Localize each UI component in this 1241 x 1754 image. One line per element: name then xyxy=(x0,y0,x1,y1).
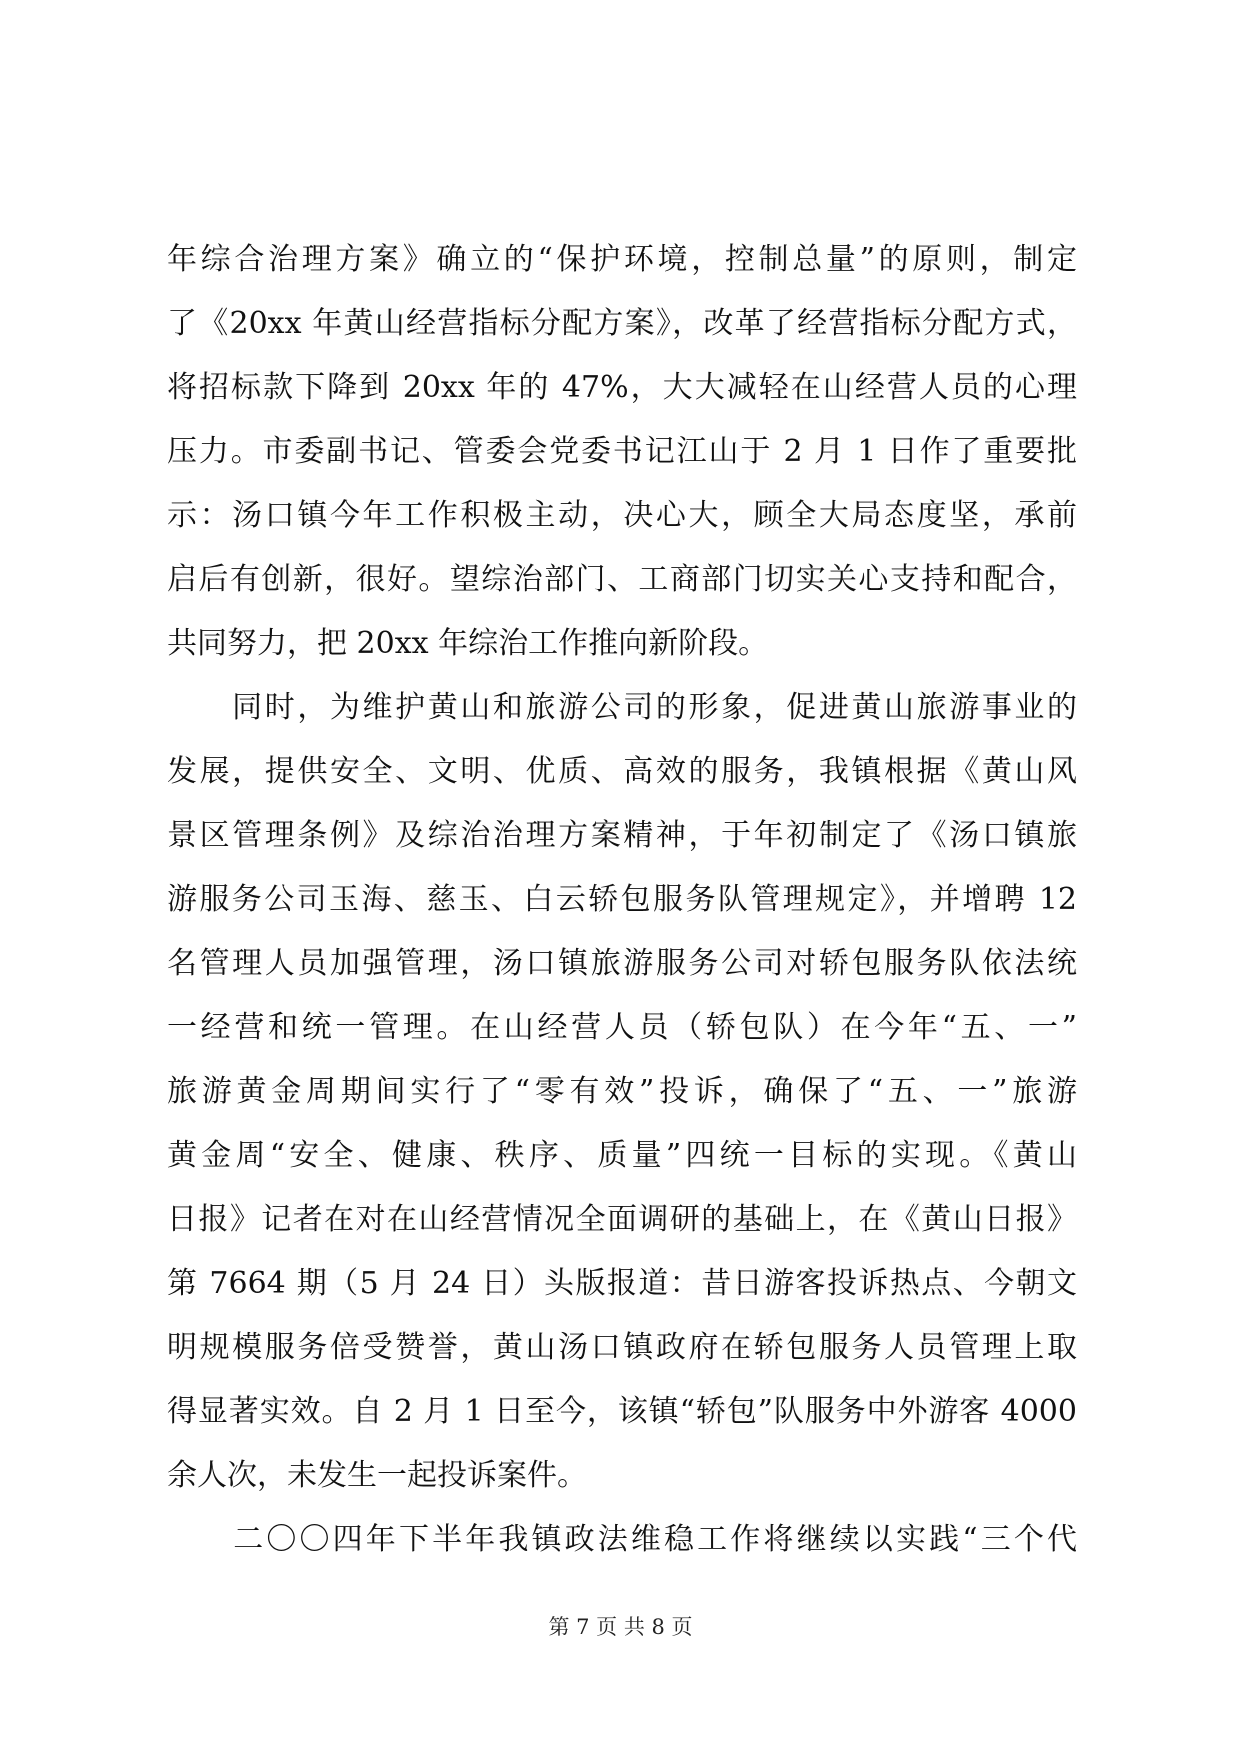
text-line: 年综合治理方案》确立的“保护环境，控制总量”的原则，制定 xyxy=(167,242,1077,277)
text-line: 了《20xx 年黄山经营指标分配方案》，改革了经营指标分配方式， xyxy=(167,306,1077,341)
text-line: 一经营和统一管理。在山经营人员（轿包队）在今年“五、一” xyxy=(167,1010,1077,1045)
text-line: 黄金周“安全、健康、秩序、质量”四统一目标的实现。《黄山 xyxy=(167,1138,1077,1173)
text-line: 名管理人员加强管理，汤口镇旅游服务公司对轿包服务队依法统 xyxy=(167,946,1077,981)
text-line: 压力。市委副书记、管委会党委书记江山于 2 月 1 日作了重要批 xyxy=(167,434,1077,469)
text-line: 共同努力，把 20xx 年综治工作推向新阶段。 xyxy=(167,626,769,661)
document-body xyxy=(167,228,1077,1572)
text-line: 旅游黄金周期间实行了“零有效”投诉，确保了“五、一”旅游 xyxy=(167,1074,1077,1109)
text-line: 第 7664 期（5 月 24 日）头版报道：昔日游客投诉热点、今朝文 xyxy=(167,1266,1077,1301)
text-line: 启后有创新，很好。望综治部门、工商部门切实关心支持和配合， xyxy=(167,562,1077,597)
text-line: 将招标款下降到 20xx 年的 47%，大大减轻在山经营人员的心理 xyxy=(167,370,1077,405)
text-line: 发展，提供安全、文明、优质、高效的服务，我镇根据《黄山风 xyxy=(167,754,1077,789)
text-line: 日报》记者在对在山经营情况全面调研的基础上，在《黄山日报》 xyxy=(167,1202,1077,1237)
text-line: 二〇〇四年下半年我镇政法维稳工作将继续以实践“三个代 xyxy=(167,1522,1077,1557)
page-footer xyxy=(0,1612,1241,1642)
text-line: 景区管理条例》及综治治理方案精神，于年初制定了《汤口镇旅 xyxy=(167,818,1077,853)
page-number-label: 第 7 页 共 8 页 xyxy=(548,1615,693,1639)
text-line: 得显著实效。自 2 月 1 日至今，该镇“轿包”队服务中外游客 4000 xyxy=(167,1394,1077,1429)
text-line: 余人次，未发生一起投诉案件。 xyxy=(167,1458,587,1493)
text-line: 游服务公司玉海、慈玉、白云轿包服务队管理规定》，并增聘 12 xyxy=(167,882,1077,917)
text-line: 同时，为维护黄山和旅游公司的形象，促进黄山旅游事业的 xyxy=(167,690,1077,725)
text-line: 明规模服务倍受赞誉，黄山汤口镇政府在轿包服务人员管理上取 xyxy=(167,1330,1077,1365)
text-line: 示：汤口镇今年工作积极主动，决心大，顾全大局态度坚，承前 xyxy=(167,498,1077,533)
